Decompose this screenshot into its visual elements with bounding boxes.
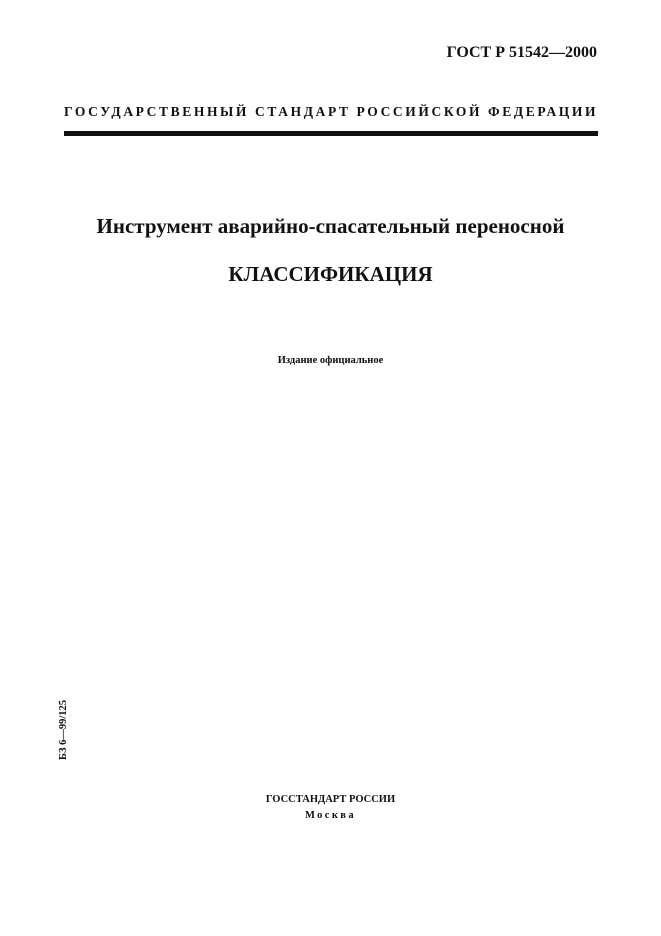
document-subtitle: КЛАССИФИКАЦИЯ [228,262,433,286]
standard-number: ГОСТ Р 51542—2000 [446,44,597,61]
publication-city: Москва [304,810,357,821]
publisher: ГОССТАНДАРТ РОССИИ [265,794,396,805]
edition-note: Издание официальное [277,355,384,366]
header-divider [64,131,598,136]
state-standard-heading: ГОСУДАРСТВЕННЫЙ СТАНДАРТ РОССИЙСКОЙ ФЕДЕРАЦИИ [64,104,599,119]
document-title: Инструмент аварийно-спасательный переносной [96,214,565,238]
catalog-code: БЗ 6—99/125 [58,699,69,760]
